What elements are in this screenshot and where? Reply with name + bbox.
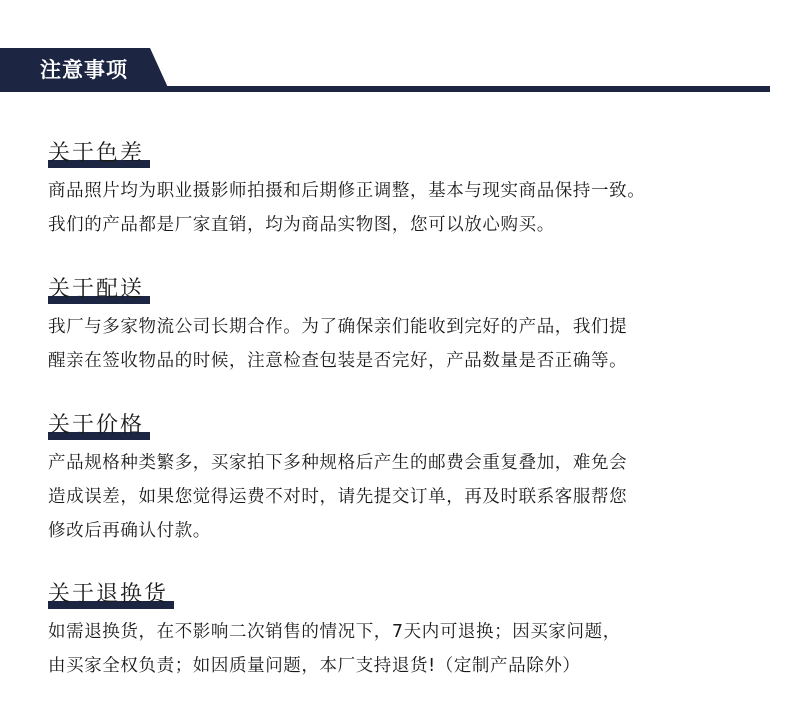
section-heading-text: 关于退换货 [48,582,169,607]
section-heading [48,412,144,442]
paragraph-line: 商品照片均为职业摄影师拍摄和后期修正调整，基本与现实商品保持一致。 [48,181,646,201]
page-title: 注意事项 [40,58,128,82]
section-returns [48,581,773,683]
paragraph-line: 我们的产品都是厂家直销，均为商品实物图，您可以放心购买。 [48,215,555,235]
paragraph-line: 产品规格种类繁多，买家拍下多种规格后产生的邮费会重复叠加，难免会 [48,453,628,473]
paragraph-line: 我厂与多家物流公司长期合作。为了确保亲们能收到完好的产品，我们提 [48,317,628,337]
section-heading-text: 关于配送 [48,277,145,302]
section-paragraph [48,446,773,548]
paragraph-line: 由买家全权负责；如因质量问题，本厂支持退货!（定制产品除外） [48,656,581,676]
section-heading-text: 关于色差 [48,141,145,166]
paragraph-line: 造成误差，如果您觉得运费不对时，请先提交订单，再及时联系客服帮您 [48,487,628,507]
section-paragraph [48,174,773,242]
paragraph-line: 醒亲在签收物品的时候，注意检查包装是否完好，产品数量是否正确等。 [48,351,628,371]
paragraph-line: 如需退换货，在不影响二次销售的情况下，7天内可退换；因买家问题， [48,622,621,642]
notice-banner [0,48,770,94]
section-heading [48,581,168,611]
paragraph-line: 修改后再确认付款。 [48,521,211,541]
section-heading [48,140,144,170]
section-shipping [48,276,773,378]
section-color-difference [48,140,773,242]
section-price [48,412,773,548]
section-heading-text: 关于价格 [48,413,145,438]
section-paragraph [48,310,773,378]
section-paragraph [48,615,773,683]
section-heading [48,276,144,306]
